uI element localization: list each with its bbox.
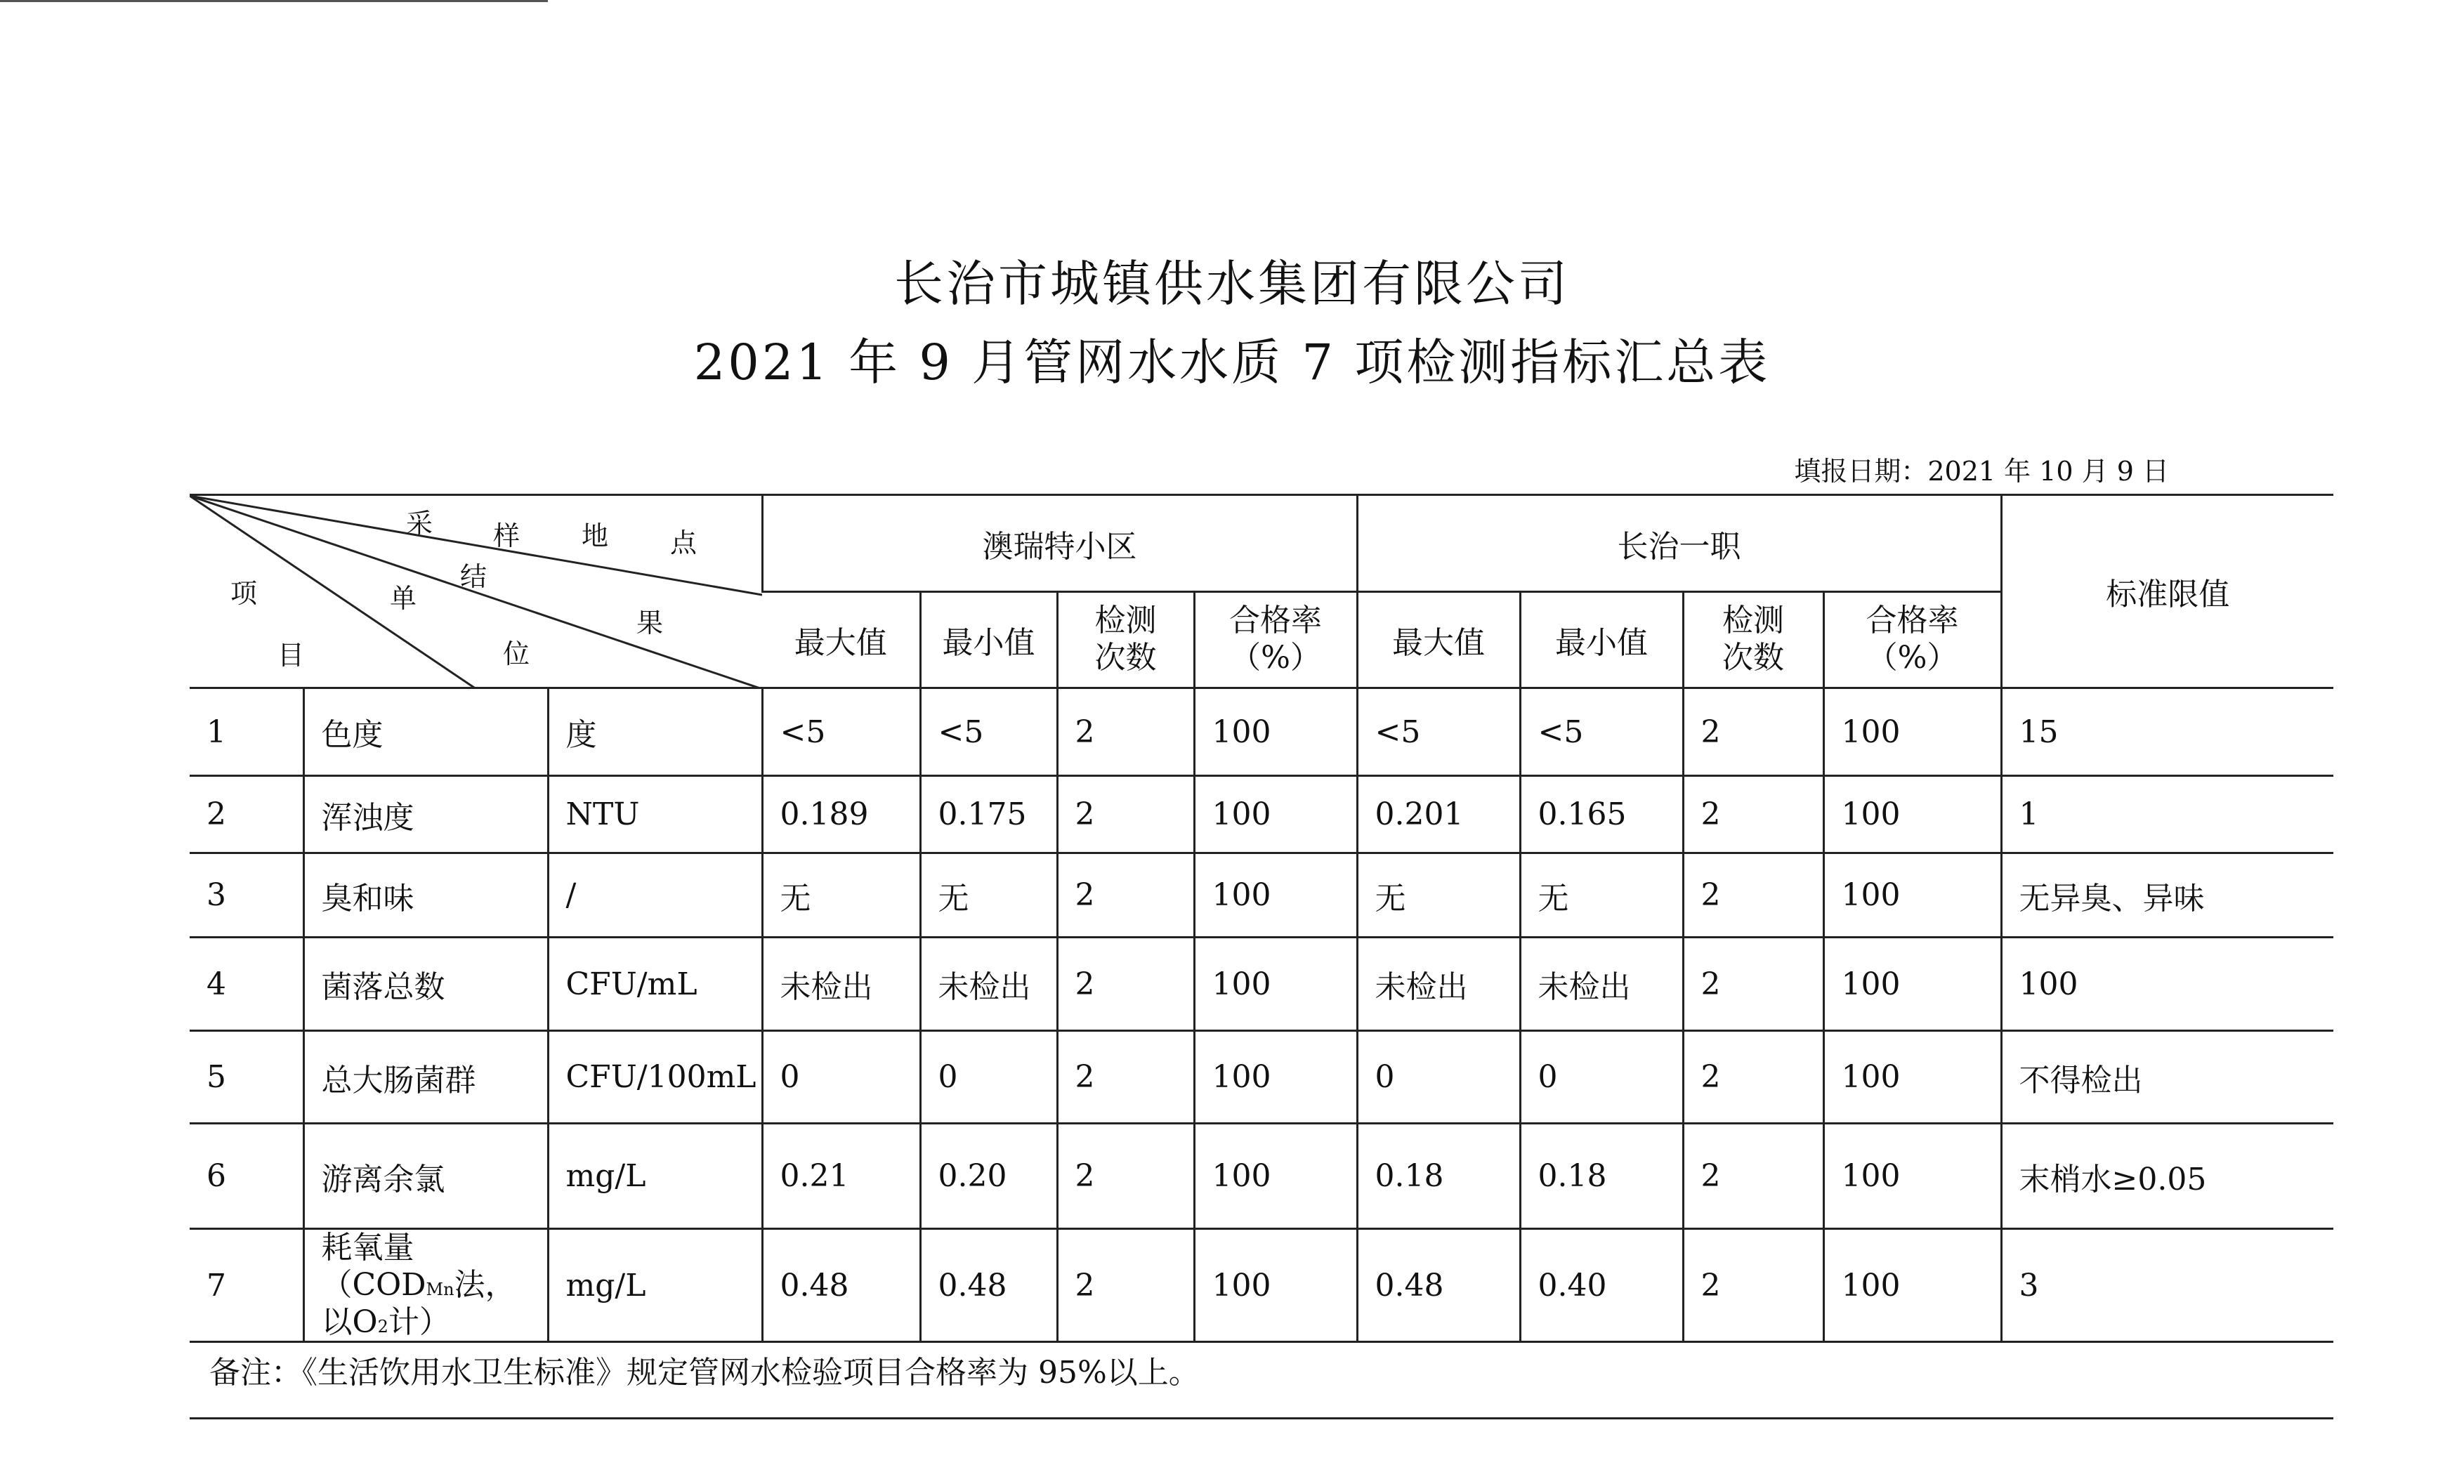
standard-limit: 末梢水≥0.05 <box>2001 1124 2333 1229</box>
standard-limit: 不得检出 <box>2001 1031 2333 1124</box>
col-max: 最大值 <box>762 592 920 688</box>
table-row <box>190 776 2333 853</box>
col-count: 检测 次数 <box>1683 592 1823 688</box>
unit: mg/L <box>548 1124 762 1229</box>
unit: NTU <box>548 776 762 853</box>
site1-rate: 100 <box>1194 688 1357 776</box>
site2-rate: 100 <box>1823 938 2001 1031</box>
site2-rate: 100 <box>1823 688 2001 776</box>
item-name: 耗氧量（CODMn法， 以O2计） <box>303 1229 548 1342</box>
site1-min: 0.20 <box>920 1124 1057 1229</box>
table-row <box>190 688 2333 776</box>
row-no: 5 <box>190 1031 303 1124</box>
corner-unit-char: 位 <box>503 638 530 669</box>
standard-limit: 3 <box>2001 1229 2333 1342</box>
site1-rate: 100 <box>1194 853 1357 938</box>
site2-max: 未检出 <box>1357 938 1520 1031</box>
site1-min: 未检出 <box>920 938 1057 1031</box>
standard-limit: 无异臭、异味 <box>2001 853 2333 938</box>
table-row <box>190 853 2333 938</box>
site2-count: 2 <box>1683 688 1823 776</box>
site1-max: 0.189 <box>762 776 920 853</box>
site2-count: 2 <box>1683 1031 1823 1124</box>
standard-limit: 1 <box>2001 776 2333 853</box>
col-rate: 合格率 （%） <box>1823 592 2001 688</box>
site1-count: 2 <box>1057 1229 1194 1342</box>
row-no: 4 <box>190 938 303 1031</box>
report-title: 2021 年 9 月管网水水质 7 项检测指标汇总表 <box>693 334 1771 391</box>
unit: mg/L <box>548 1229 762 1342</box>
standard-limit: 100 <box>2001 938 2333 1031</box>
col-max: 最大值 <box>1357 592 1520 688</box>
fill-date <box>1794 449 2169 488</box>
item-name: 臭和味 <box>303 853 548 938</box>
site2-max: 0.18 <box>1357 1124 1520 1229</box>
site1-count: 2 <box>1057 688 1194 776</box>
item-name: 游离余氯 <box>303 1124 548 1229</box>
company-title: 长治市城镇供水集团有限公司 <box>894 255 1570 313</box>
standard-limit-header: 标准限值 <box>2001 495 2333 688</box>
site1-max: 0 <box>762 1031 920 1124</box>
row-no: 7 <box>190 1229 303 1342</box>
col-min: 最小值 <box>1520 592 1683 688</box>
site2-max: 0.48 <box>1357 1229 1520 1342</box>
item-name: 总大肠菌群 <box>303 1031 548 1124</box>
site1-rate: 100 <box>1194 1229 1357 1342</box>
item-name: 色度 <box>303 688 548 776</box>
site1-rate: 100 <box>1194 1124 1357 1229</box>
site2-min: 0.165 <box>1520 776 1683 853</box>
water-quality-table <box>190 494 2333 1343</box>
table-row <box>190 1124 2333 1229</box>
site1-rate: 100 <box>1194 1031 1357 1124</box>
standard-limit: 15 <box>2001 688 2333 776</box>
site2-rate: 100 <box>1823 1229 2001 1342</box>
site1-count: 2 <box>1057 938 1194 1031</box>
col-count: 检测 次数 <box>1057 592 1194 688</box>
site1-count: 2 <box>1057 776 1194 853</box>
unit: / <box>548 853 762 938</box>
site1-rate: 100 <box>1194 776 1357 853</box>
site2-count: 2 <box>1683 776 1823 853</box>
col-min: 最小值 <box>920 592 1057 688</box>
unit: 度 <box>548 688 762 776</box>
corner-sampling-char: 样 <box>493 520 520 551</box>
site2-rate: 100 <box>1823 776 2001 853</box>
table-row <box>190 938 2333 1031</box>
site2-min: 0 <box>1520 1031 1683 1124</box>
site1-rate: 100 <box>1194 938 1357 1031</box>
row-no: 3 <box>190 853 303 938</box>
corner-sampling-char: 地 <box>582 520 609 551</box>
corner-sampling-char: 采 <box>406 508 433 539</box>
table-row <box>190 1229 2333 1342</box>
corner-result-char: 果 <box>636 608 664 638</box>
site1-min: 无 <box>920 853 1057 938</box>
col-rate: 合格率 （%） <box>1194 592 1357 688</box>
site1-max: 未检出 <box>762 938 920 1031</box>
site2-count: 2 <box>1683 1124 1823 1229</box>
site2-min: <5 <box>1520 688 1683 776</box>
site2-count: 2 <box>1683 938 1823 1031</box>
footnote: 备注：《生活饮用水卫生标准》规定管网水检验项目合格率为 95%以上。 <box>209 1355 1200 1391</box>
header-row-1 <box>190 495 2333 592</box>
row-no: 6 <box>190 1124 303 1229</box>
site2-rate: 100 <box>1823 1031 2001 1124</box>
row-no: 2 <box>190 776 303 853</box>
table-row <box>190 1031 2333 1124</box>
corner-result-char: 结 <box>460 561 487 592</box>
site1-count: 2 <box>1057 853 1194 938</box>
site2-min: 无 <box>1520 853 1683 938</box>
site-header-changzhi: 长治一职 <box>1357 495 2001 592</box>
unit: CFU/mL <box>548 938 762 1031</box>
top-edge-rule <box>0 0 548 2</box>
site2-count: 2 <box>1683 853 1823 938</box>
bottom-rule <box>190 1417 2333 1419</box>
site1-min: 0.48 <box>920 1229 1057 1342</box>
site2-rate: 100 <box>1823 853 2001 938</box>
site1-min: 0.175 <box>920 776 1057 853</box>
site1-min: <5 <box>920 688 1057 776</box>
site1-min: 0 <box>920 1031 1057 1124</box>
diagonal-header-cell <box>190 495 762 688</box>
item-name: 浑浊度 <box>303 776 548 853</box>
fill-date-value: 2021 年 10 月 9 日 <box>1927 456 2169 487</box>
site1-count: 2 <box>1057 1124 1194 1229</box>
site2-min: 0.18 <box>1520 1124 1683 1229</box>
item-name: 菌落总数 <box>303 938 548 1031</box>
corner-item-char: 目 <box>277 640 305 671</box>
site2-rate: 100 <box>1823 1124 2001 1229</box>
site2-max: 无 <box>1357 853 1520 938</box>
site1-max: 0.21 <box>762 1124 920 1229</box>
corner-item-char: 项 <box>230 578 258 609</box>
site1-count: 2 <box>1057 1031 1194 1124</box>
site1-max: 无 <box>762 853 920 938</box>
site1-max: 0.48 <box>762 1229 920 1342</box>
site2-min: 未检出 <box>1520 938 1683 1031</box>
unit: CFU/100mL <box>548 1031 762 1124</box>
corner-unit-char: 单 <box>390 583 417 614</box>
site2-min: 0.40 <box>1520 1229 1683 1342</box>
fill-date-label: 填报日期： <box>1794 456 1928 487</box>
site1-max: <5 <box>762 688 920 776</box>
site2-count: 2 <box>1683 1229 1823 1342</box>
site2-max: <5 <box>1357 688 1520 776</box>
site-header-aoruite: 澳瑞特小区 <box>762 495 1357 592</box>
site2-max: 0.201 <box>1357 776 1520 853</box>
site2-max: 0 <box>1357 1031 1520 1124</box>
corner-sampling-char: 点 <box>670 527 697 558</box>
row-no: 1 <box>190 688 303 776</box>
